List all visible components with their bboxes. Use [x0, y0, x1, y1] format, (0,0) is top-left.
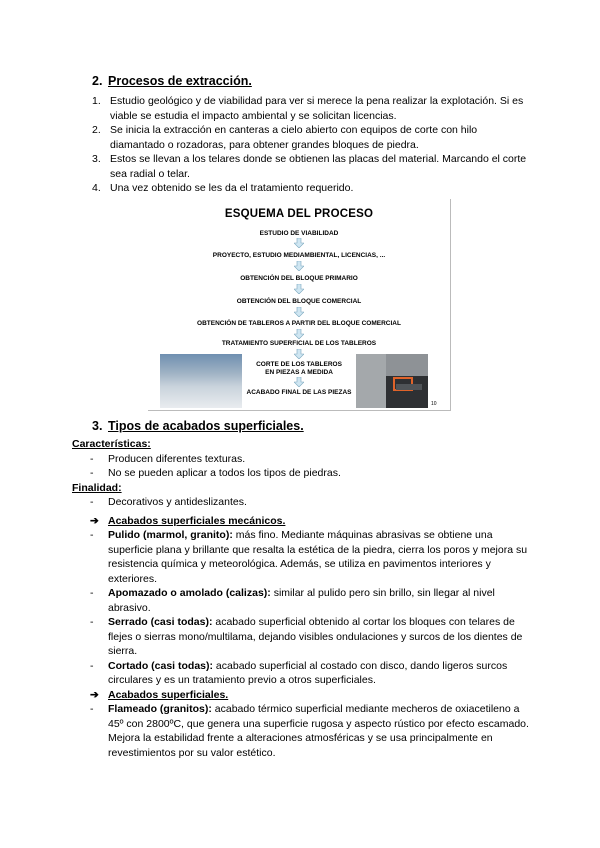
section-2-title: Procesos de extracción. — [108, 74, 252, 88]
caracteristicas-label: Características: — [72, 438, 151, 450]
list-item: - Pulido (marmol, granito): más fino. Mediante máquinas abrasivas se obtiene una superficie plana y brillante que resalta la estética de la piedra, cierra los poros y mejora su resistencia química y meteorológica. Además, se utiliza en pavimentos interiores y exteriores. — [90, 529, 528, 585]
down-arrow-icon — [294, 261, 304, 271]
list-item: - Apomazado o amolado (calizas): similar al pulido pero sin brillo, sin llegar al nivel abrasivo. — [90, 587, 495, 614]
finalidad-label: Finalidad: — [72, 481, 122, 494]
down-arrow-icon — [294, 349, 304, 359]
list-item: - Cortado (casi todas): acabado superficial al costado con disco, dando ligeros surcos circulares y es un tratamiento previo a otros superficiales. — [90, 659, 508, 686]
list-item: 3. Estos se llevan a los telares donde se obtienen las placas del material. Marcando el corte sea radial o telar. — [92, 153, 527, 180]
section-2-heading — [92, 74, 252, 88]
down-arrow-icon — [294, 329, 304, 339]
scheme-step: EN PIEZAS A MEDIDA — [265, 369, 333, 376]
finishes-content — [72, 437, 532, 760]
scheme-step: CORTE DE LOS TABLEROS — [256, 361, 342, 368]
scheme-step: ESTUDIO DE VIABILIDAD — [259, 230, 339, 237]
list-item: - Decorativos y antideslizantes. — [90, 496, 247, 508]
list-item: 4. Una vez obtenido se les da el tratamiento requerido. — [92, 182, 354, 194]
section-2-number: 2. — [92, 74, 103, 88]
down-arrow-icon — [294, 284, 304, 294]
scheme-title: ESQUEMA DEL PROCESO — [224, 208, 374, 220]
down-arrow-icon — [294, 377, 304, 387]
list-item: - Flameado (granitos): acabado térmico superficial mediante mecheros de oxiacetileno a 45º con 2800ºC, que genera una superficie rugosa y aspecto rústico por efecto escamado. Mejora la estabilidad frente a alteraciones atmosféricas y se usa principalmente en revestimientos por su valor estético. — [90, 703, 529, 759]
scheme-step: OBTENCIÓN DEL BLOQUE COMERCIAL — [236, 298, 362, 305]
down-arrow-icon — [294, 238, 304, 248]
list-item: 2. Se inicia la extracción en canteras a cielo abierto con equipos de corte con hilo diamantado o rozadoras, para obtener grandes bloques de piedra. — [92, 124, 478, 151]
down-arrow-icon — [294, 307, 304, 317]
process-scheme-figure — [148, 199, 451, 411]
surface-finishes-heading: ➔ Acabados superficiales. — [90, 688, 229, 701]
mechanical-finishes-heading: ➔ Acabados superficiales mecánicos. — [90, 514, 286, 527]
scheme-step: ACABADO FINAL DE LAS PIEZAS — [246, 389, 352, 396]
section-3-heading — [92, 419, 304, 433]
scheme-step: OBTENCIÓN DE TABLEROS A PARTIR DEL BLOQUE COMERCIAL — [197, 320, 401, 327]
section-3-number: 3. — [92, 419, 103, 433]
arrow-icon: ➔ — [90, 514, 99, 527]
slide-page-number: 10 — [431, 401, 437, 407]
arrow-icon: ➔ — [90, 688, 99, 701]
scheme-step: OBTENCIÓN DEL BLOQUE PRIMARIO — [240, 275, 358, 282]
list-item: - No se pueden aplicar a todos los tipos de piedras. — [90, 467, 341, 479]
scheme-step: TRATAMIENTO SUPERFICIAL DE LOS TABLEROS — [221, 340, 377, 347]
scheme-step: PROYECTO, ESTUDIO MEDIAMBIENTAL, LICENCIAS, ... — [212, 252, 386, 259]
list-item: - Serrado (casi todas): acabado superficial obtenido al cortar los bloques con telares de flejes o sierras mono/multilama, dejando visibles ondulaciones y surcos de los dientes de sierra. — [90, 616, 523, 657]
list-item: - Producen diferentes texturas. — [90, 452, 246, 465]
extraction-steps-list — [92, 94, 532, 196]
section-3-title: Tipos de acabados superficiales. — [108, 419, 304, 433]
list-item: 1. Estudio geológico y de viabilidad para ver si merece la pena realizar la explotación. Si es viable se estudia el impacto ambiental y se solicitan licencias. — [92, 95, 524, 122]
